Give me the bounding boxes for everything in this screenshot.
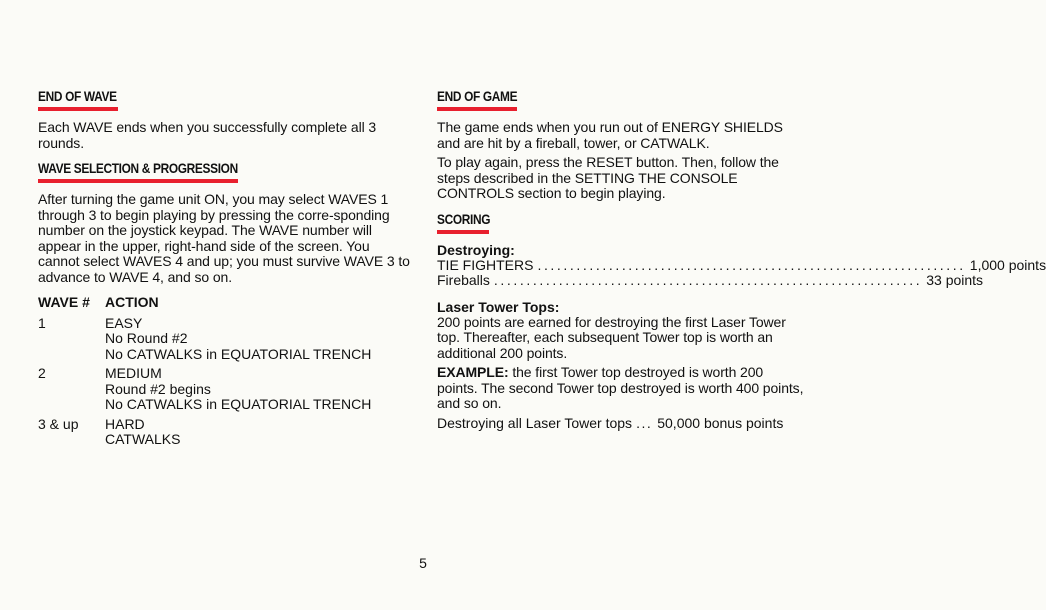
wave-action — [105, 417, 410, 448]
scoring-heading: SCORING — [437, 210, 491, 227]
table-row — [38, 316, 410, 363]
end-of-wave-text: Each WAVE ends when you successfully complete all 3 rounds. — [38, 119, 377, 151]
wave-table-header — [38, 295, 410, 311]
scoring-section — [437, 210, 1046, 432]
end-of-game-section — [437, 87, 807, 202]
wave-number: 2 — [38, 365, 46, 381]
heading-rule — [38, 107, 118, 111]
table-row — [38, 417, 410, 448]
example-text: the first Tower top destroyed is worth 200 points. The second Tower top destroyed is worth 400 points, and so on. — [437, 364, 804, 411]
right-column — [437, 87, 1046, 431]
action-column-header: ACTION — [105, 294, 159, 310]
bonus-line — [437, 416, 807, 432]
leader-dots: ... — [636, 414, 653, 431]
wave-number: 3 & up — [38, 415, 79, 432]
wave-action — [105, 366, 410, 413]
score-line-tie-fighters — [437, 256, 1046, 274]
play-again-text: To play again, press the RESET button. Then, follow the steps described in the SETTING THE CONSOLE CONTROLS section to begin playing. — [437, 154, 779, 201]
end-of-wave-heading: END OF WAVE — [38, 88, 117, 104]
page-number: 5 — [419, 555, 427, 571]
score-label: TIE FIGHTERS — [437, 256, 534, 273]
end-of-wave-section — [38, 87, 410, 151]
leader-dots: .................................................................. — [537, 256, 966, 273]
example-paragraph — [437, 365, 807, 412]
score-line-fireballs — [437, 272, 984, 289]
action-line: No Round #2 — [105, 330, 188, 346]
wave-table — [38, 295, 410, 448]
wave-selection-heading: WAVE SELECTION & PROGRESSION — [38, 160, 238, 176]
heading-rule — [437, 107, 517, 111]
action-line: Round #2 begins — [105, 380, 211, 397]
score-label: Fireballs — [437, 272, 490, 288]
end-of-game-heading: END OF GAME — [437, 88, 518, 104]
left-column — [38, 87, 410, 452]
leader-dots: .................................................................. — [493, 272, 923, 288]
action-line: MEDIUM — [105, 365, 162, 381]
action-line: CATWALKS — [105, 431, 181, 447]
action-line: EASY — [105, 314, 143, 331]
wave-action — [105, 316, 410, 363]
example-label: EXAMPLE: — [437, 364, 509, 380]
destroying-title: Destroying: — [437, 241, 515, 258]
table-row — [38, 366, 410, 413]
bonus-value: 50,000 bonus points — [657, 414, 784, 431]
laser-tower-title: Laser Tower Tops: — [437, 298, 560, 315]
wave-column-header: WAVE # — [38, 294, 90, 310]
wave-selection-section — [38, 159, 410, 285]
heading-rule — [437, 230, 489, 234]
laser-tower-text: 200 points are earned for destroying the first Laser Tower top. Thereafter, each subsequent Tower top is worth an additional 200 points. — [437, 313, 786, 361]
score-value: 1,000 points — [969, 256, 1046, 273]
bonus-label: Destroying all Laser Tower tops — [437, 414, 633, 431]
action-line: No CATWALKS in EQUATORIAL TRENCH — [105, 345, 372, 362]
action-line: No CATWALKS in EQUATORIAL TRENCH — [105, 396, 372, 412]
score-value: 33 points — [926, 272, 984, 288]
heading-rule — [38, 179, 238, 183]
wave-number: 1 — [38, 314, 46, 331]
action-line: HARD — [105, 415, 145, 432]
wave-selection-text: After turning the game unit ON, you may select WAVES 1 through 3 to begin playing by pressing the corre-sponding number on the joystick keypad. The WAVE number will appear in the upper, right-hand side of the screen. You cannot select WAVES 4 and up; you must survive WAVE 3 to advance to WAVE 4, and so on. — [38, 191, 410, 285]
end-of-game-text: The game ends when you run out of ENERGY SHIELDS and are hit by a fireball, tower, or CATWALK. — [437, 119, 783, 151]
